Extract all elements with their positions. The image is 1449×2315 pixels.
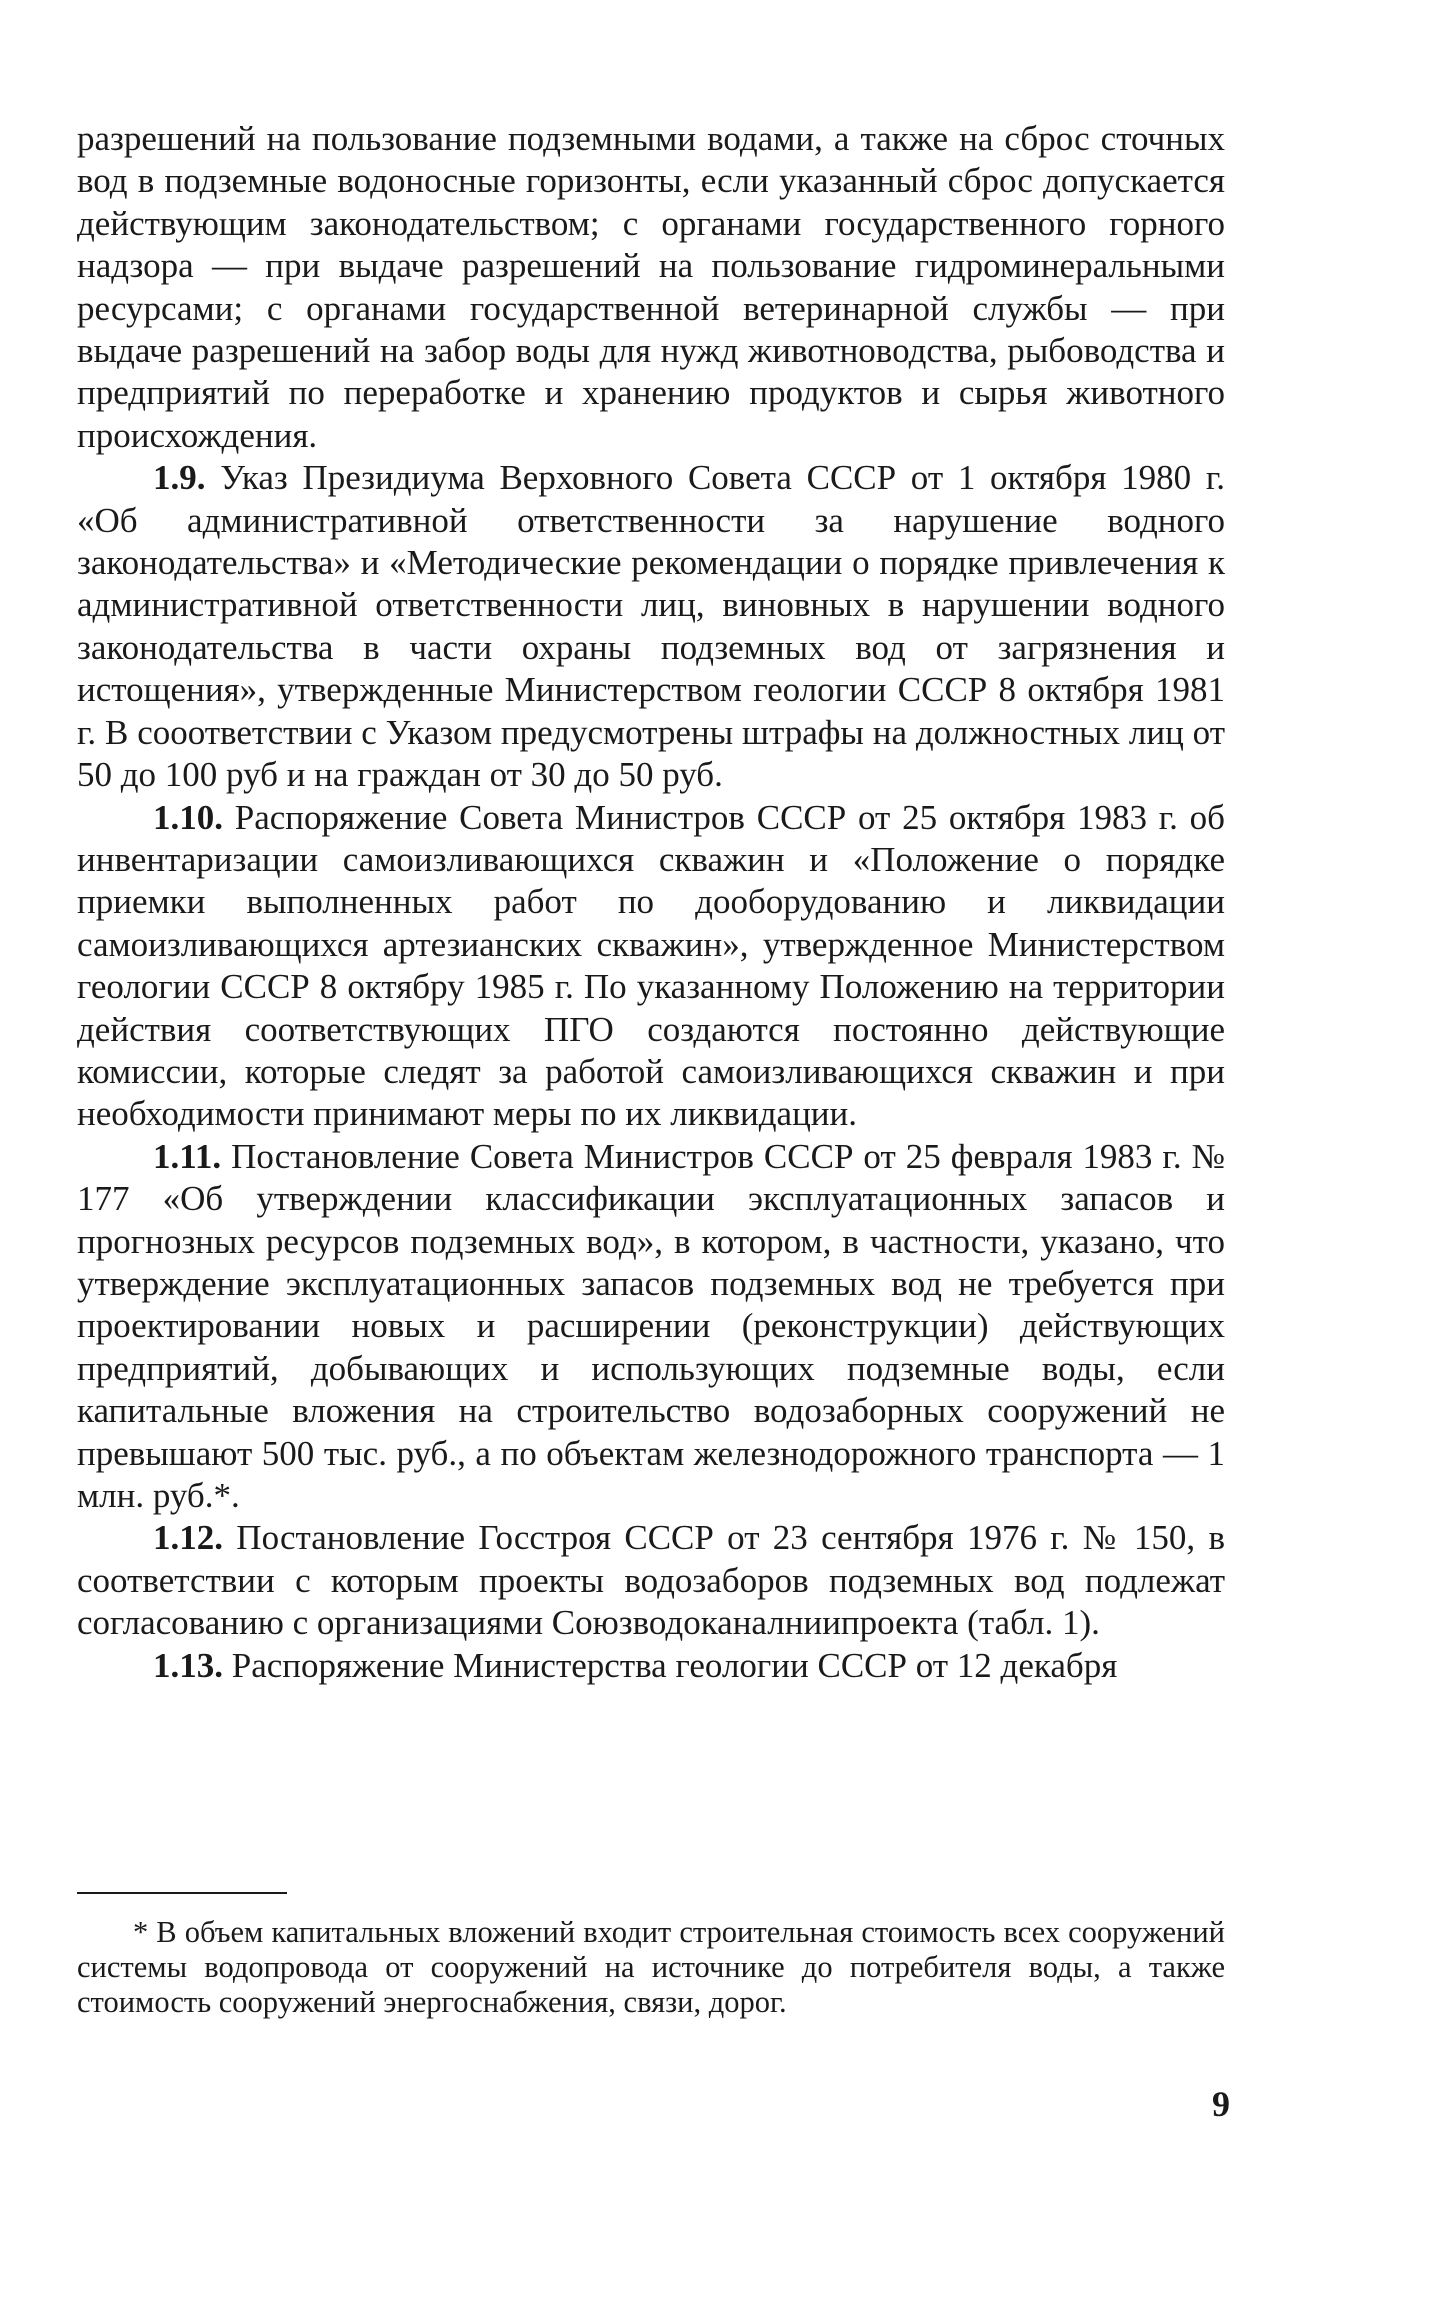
page-number: 9 xyxy=(1212,2084,1230,2124)
section-number: 1.12. xyxy=(153,1518,223,1558)
section-number: 1.11. xyxy=(153,1136,222,1176)
section-1-12 xyxy=(77,1517,1225,1644)
section-text: Постановление Госстроя СССР от 23 сентября 1976 г. № 150, в соответствии с которым проекты водозаборов подземных вод подлежат согласованию с организациями Союзводоканалниипроекта (табл. 1). xyxy=(77,1518,1225,1643)
section-1-10 xyxy=(77,797,1225,1136)
footnote: * В объем капитальных вложений входит строительная стоимость всех сооружений системы водопровода от сооружений на источнике до потребителя воды, а также стоимость сооружений энергоснабжения, связи, дорог. xyxy=(77,1915,1225,2019)
section-text: Постановление Совета Министров СССР от 25 февраля 1983 г. № 177 «Об утверждении классификации эксплуатационных запасов и прогнозных ресурсов подземных вод», в котором, в частности, указано, что утверждение эксплуатационных запасов подземных вод не требуется при проектировании новых и расширении (реконструкции) действующих предприятий, добывающих и использующих подземные воды, если капитальные вложения на строительство водозаборных сооружений не превышают 500 тыс. руб., а по объектам железнодорожного транспорта — 1 млн. руб.*. xyxy=(77,1136,1225,1515)
section-1-13 xyxy=(77,1645,1225,1687)
continuation-paragraph: разрешений на пользование подземными водами, а также на сброс сточных вод в подземные водоносные горизонты, если указанный сброс допускается действующим законодательством; с органами государственного горного надзора — при выдаче разрешений на пользование гидроминеральными ресурсами; с органами государственной ветеринарной службы — при выдаче разрешений на забор воды для нужд животноводства, рыбоводства и предприятий по переработке и хранению продуктов и сырья животного происхождения. xyxy=(77,119,1225,455)
section-1-11 xyxy=(77,1136,1225,1518)
section-text: Распоряжение Министерства геологии СССР от 12 декабря xyxy=(231,1645,1118,1685)
page-body xyxy=(77,118,1225,1687)
footnote-divider xyxy=(77,1892,287,1894)
section-text: Распоряжение Совета Министров СССР от 25 октября 1983 г. об инвентаризации самоизливающихся скважин и «Положение о порядке приемки выполненных работ по дооборудованию и ликвидации самоизливающихся артезианских скважин», утвержденное Министерством геологии СССР 8 октябру 1985 г. По указанному Положению на территории действия соответствующих ПГО создаются постоянно действующие комиссии, которые следят за работой самоизливающихся скважин и при необходимости принимают меры по их ликвидации. xyxy=(77,797,1225,1134)
section-text: Указ Президиума Верховного Совета СССР от 1 октября 1980 г. «Об административной ответственности за нарушение водного законодательства» и «Методические рекомендации о порядке привлечения к административной ответственности лиц, виновных в нарушении водного законодательства в части охраны подземных вод от загрязнения и истощения», утвержденные Министерством геологии СССР 8 октября 1981 г. В сооответствии с Указом предусмотрены штрафы на должностных лиц от 50 до 100 руб и на граждан от 30 до 50 руб. xyxy=(77,458,1225,795)
section-number: 1.9. xyxy=(153,458,206,498)
section-1-9 xyxy=(77,457,1225,796)
section-number: 1.10. xyxy=(153,797,223,837)
section-number: 1.13. xyxy=(153,1645,223,1685)
